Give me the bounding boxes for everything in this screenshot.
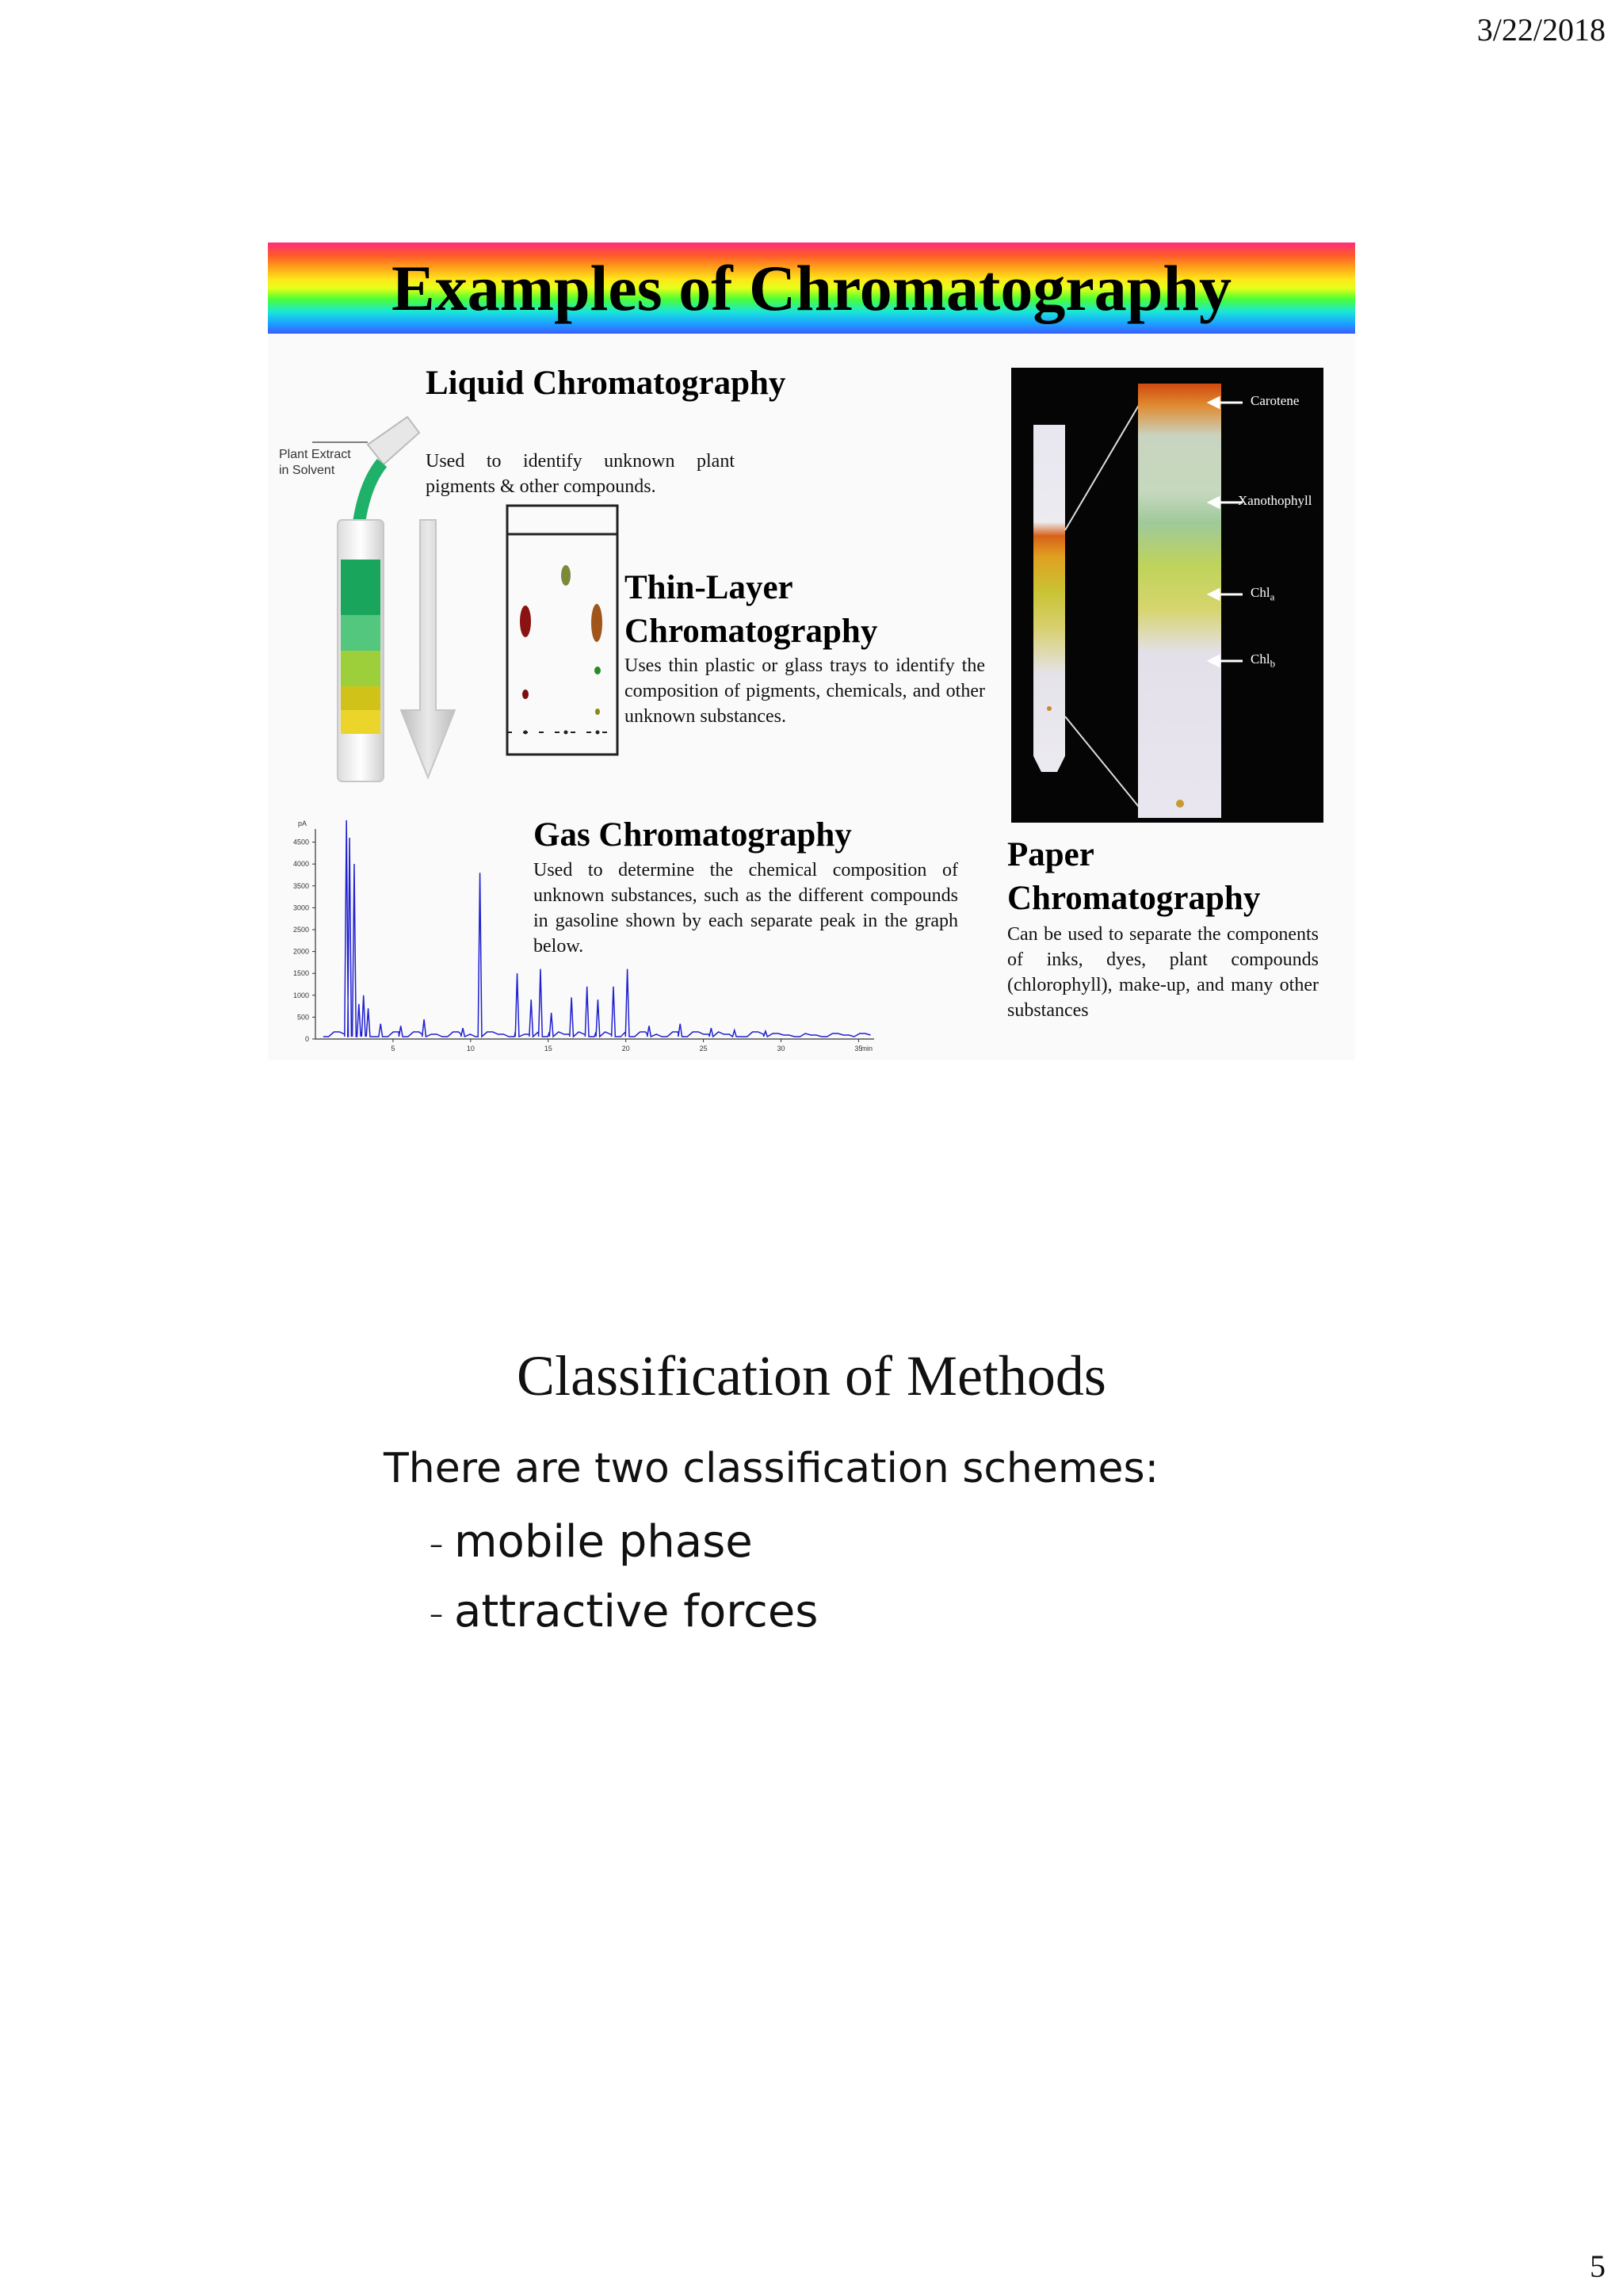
xanothophyll-label: Xanothophyll bbox=[1238, 493, 1312, 508]
bullet-marker: – bbox=[430, 1528, 443, 1561]
liquid-chromatography-title: Liquid Chromatography bbox=[426, 365, 786, 402]
intro-text: There are two classification schemes: bbox=[384, 1445, 1159, 1492]
carotene-label: Carotene bbox=[1251, 393, 1300, 408]
bullet-marker: – bbox=[430, 1598, 443, 1630]
x-tick-label: 30 bbox=[777, 1045, 785, 1052]
slide-classification bbox=[268, 1320, 1355, 2137]
plant-extract-label: Plant Extract in Solvent bbox=[279, 448, 351, 477]
x-axis-unit: min bbox=[861, 1045, 873, 1052]
x-tick-label: 20 bbox=[621, 1045, 630, 1052]
tlc-plate-illustration bbox=[506, 504, 621, 758]
chla-label: Chl$_a$ bbox=[1251, 585, 1275, 603]
page-number: 5 bbox=[1590, 2248, 1606, 2284]
y-tick-label: 500 bbox=[296, 1013, 309, 1022]
y-tick-label: 1000 bbox=[292, 991, 309, 999]
paper-chromatography-description: Can be used to separate the components of inks, dyes, plant compounds (chlorophyll), make-up, and many other substances bbox=[1007, 924, 1319, 1021]
x-tick-label: 15 bbox=[544, 1045, 552, 1052]
paper-chromatography-title: Paper Chromatography bbox=[1007, 836, 1261, 917]
x-tick-label: 10 bbox=[466, 1045, 475, 1052]
date-header: 3/22/2018 bbox=[1476, 12, 1606, 48]
y-tick-label: 2500 bbox=[292, 925, 309, 934]
slide-title: Classification of Methods bbox=[517, 1344, 1106, 1408]
y-tick-label: 3000 bbox=[292, 904, 309, 912]
paper-strip-image bbox=[1011, 368, 1323, 823]
chlb-label: Chl$_b$ bbox=[1251, 651, 1276, 670]
x-tick-label: 5 bbox=[391, 1045, 395, 1052]
paper-chromatography-photo bbox=[1011, 368, 1323, 823]
x-tick-label: 25 bbox=[699, 1045, 708, 1052]
y-tick-label: 0 bbox=[304, 1035, 309, 1043]
bullet-item: – mobile phase bbox=[430, 1516, 753, 1568]
y-tick-label: 3500 bbox=[292, 881, 309, 890]
y-tick-label: 1500 bbox=[292, 969, 309, 978]
y-tick-label: 2000 bbox=[292, 947, 309, 956]
gas-chromatography-description: Used to determine the chemical composition of unknown substances, such as the different compounds in gasoline shown by each separate peak in the graph below. bbox=[533, 860, 958, 957]
thin-layer-title: Thin-Layer Chromatography bbox=[624, 569, 878, 650]
bullet-item: – attractive forces bbox=[430, 1586, 819, 1637]
y-tick-label: 4500 bbox=[292, 838, 309, 846]
liquid-chromatography-description: Used to identify unknown plant pigments & other compounds. bbox=[426, 451, 735, 497]
y-tick-label: 4000 bbox=[292, 860, 309, 869]
gas-chromatography-title: Gas Chromatography bbox=[533, 816, 852, 854]
slide-title: Examples of Chromatography bbox=[391, 251, 1232, 324]
thin-layer-description: Uses thin plastic or glass trays to identify the composition of pigments, chemicals, and other unknown substances. bbox=[624, 655, 985, 727]
slide-examples bbox=[268, 243, 1355, 1060]
y-axis-unit: pA bbox=[298, 819, 307, 827]
x-tick-label: 35 bbox=[854, 1045, 863, 1052]
